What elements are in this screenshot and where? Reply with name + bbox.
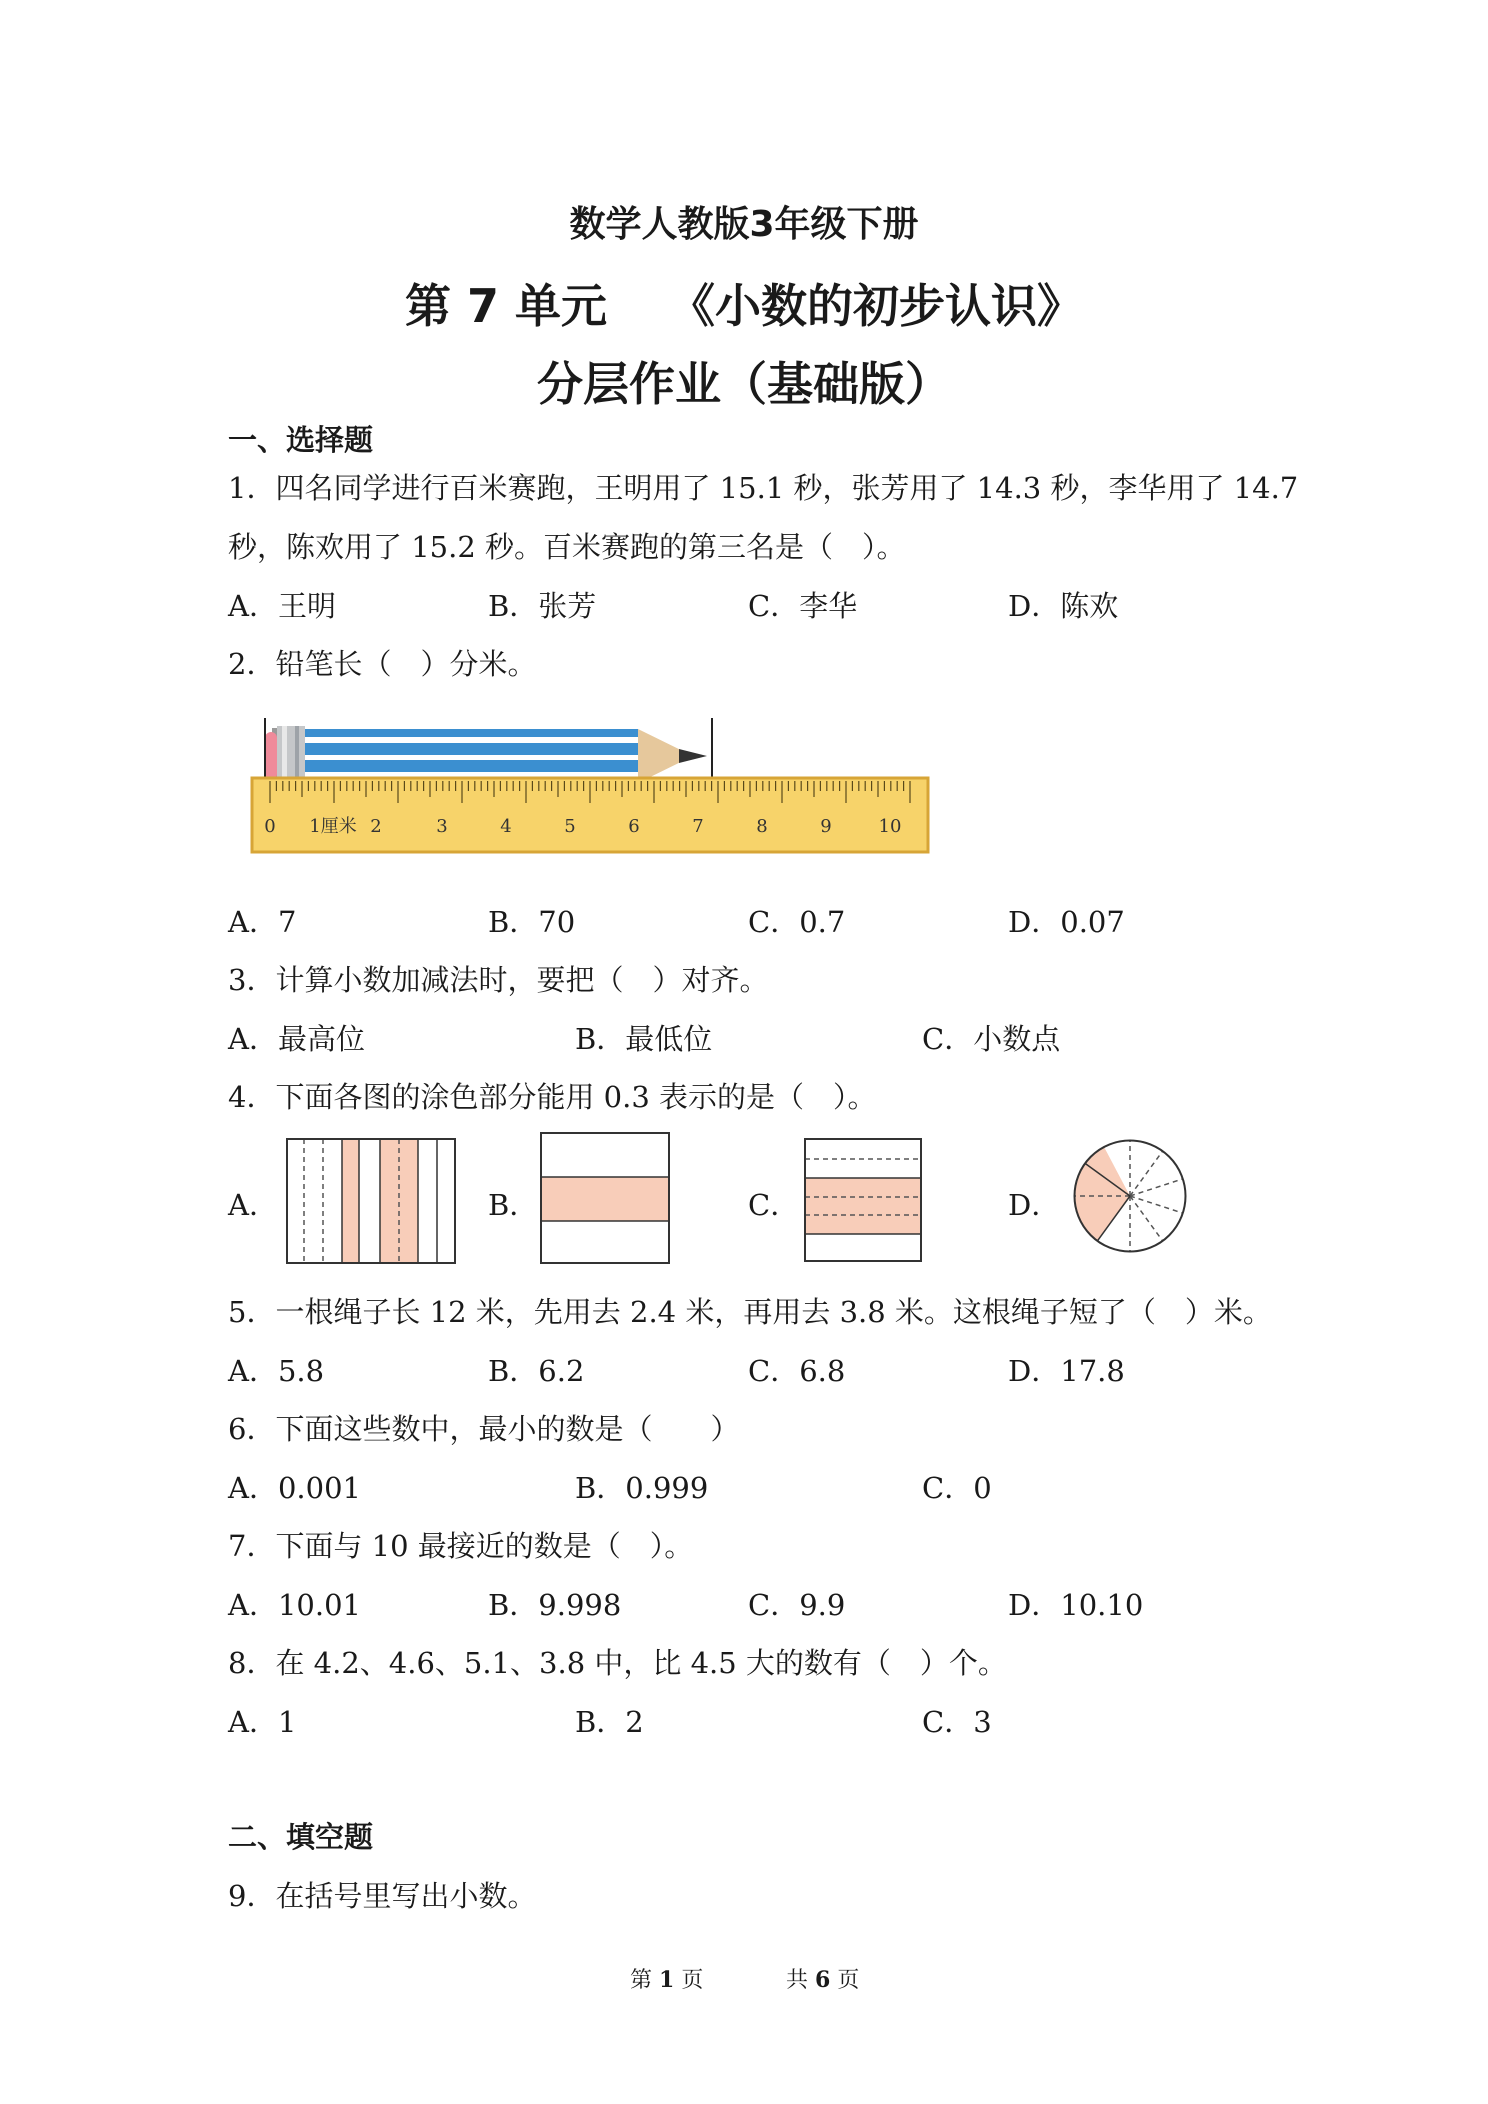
pencil-ruler-figure: [245, 715, 935, 855]
question-3: 3．计算小数加减法时，要把（ ）对齐。: [228, 963, 769, 997]
q8-option-c: C．3: [922, 1705, 992, 1739]
shape-c-shaded-rows: [805, 1178, 921, 1234]
question-4: 4．下面各图的涂色部分能用 0.3 表示的是（ ）。: [228, 1080, 877, 1114]
ruler-label-3: 3: [436, 816, 448, 837]
question-8: 8．在 4.2、4.6、5.1、3.8 中，比 4.5 大的数有（ ）个。: [228, 1646, 1007, 1680]
q2-option-c: C．0.7: [748, 905, 846, 939]
section-heading-fill: 二、填空题: [228, 1820, 374, 1854]
question-1-line1: 1．四名同学进行百米赛跑，王明用了 15.1 秒，张芳用了 14.3 秒，李华用了 14.7: [228, 471, 1299, 505]
ruler-label-4: 4: [500, 816, 512, 837]
footer-total-prefix: 共: [786, 1968, 809, 1993]
doc-title-line1: 数学人教版3年级下册: [569, 204, 919, 245]
q3-option-c: C．小数点: [922, 1022, 1061, 1056]
q5-option-a: A．5.8: [228, 1354, 325, 1388]
footer-page-num: 1: [659, 1967, 675, 1993]
shape-c-rows: [802, 1136, 924, 1264]
q1-option-b: B．张芳: [488, 589, 597, 623]
shape-a-strips: [284, 1136, 458, 1266]
q7-option-b: B．9.998: [488, 1588, 622, 1622]
footer-total-suffix: 页: [837, 1968, 860, 1993]
q6-option-a: A．0.001: [228, 1471, 361, 1505]
q3-option-b: B．最低位: [575, 1022, 713, 1056]
q7-option-a: A．10.01: [228, 1588, 361, 1622]
q5-option-b: B．6.2: [488, 1354, 585, 1388]
footer-page-suffix: 页: [681, 1968, 704, 1993]
q1-option-a: A．王明: [228, 589, 336, 623]
doc-title-line2: 第 7 单元 《小数的初步认识》: [404, 279, 1084, 333]
q6-option-b: B．0.999: [575, 1471, 709, 1505]
footer-total-num: 6: [815, 1967, 831, 1993]
q2-option-d: D．0.07: [1008, 905, 1125, 939]
shape-b-shaded-band: [541, 1177, 669, 1221]
ruler-label-8: 8: [756, 816, 768, 837]
q1-option-d: D．陈欢: [1008, 589, 1119, 623]
question-7: 7．下面与 10 最接近的数是（ ）。: [228, 1529, 694, 1563]
question-2: 2．铅笔长（ ）分米。: [228, 647, 537, 681]
q8-option-b: B．2: [575, 1705, 644, 1739]
ruler-label-0: 0: [264, 816, 276, 837]
ruler-label-7: 7: [692, 816, 704, 837]
q5-option-c: C．6.8: [748, 1354, 846, 1388]
ruler-label-10: 10: [878, 816, 902, 837]
q7-option-d: D．10.10: [1008, 1588, 1144, 1622]
ruler-label-1: 1厘米: [309, 816, 357, 837]
question-6: 6．下面这些数中，最小的数是（ ）: [228, 1412, 740, 1446]
question-1-line2: 秒，陈欢用了 15.2 秒。百米赛跑的第三名是（ ）。: [228, 530, 906, 564]
shape-a-shaded-strip-1: [342, 1139, 359, 1263]
shape-d-circle: [1062, 1128, 1198, 1264]
question-9: 9．在括号里写出小数。: [228, 1879, 537, 1913]
q2-option-b: B．70: [488, 905, 576, 939]
footer-page-prefix: 第: [630, 1968, 653, 1993]
ruler-label-2: 2: [370, 816, 382, 837]
shape-b-band: [538, 1130, 672, 1266]
q4-option-b: B．: [488, 1188, 539, 1222]
footer-page-number: [630, 1963, 703, 1994]
q2-option-a: A．7: [228, 905, 297, 939]
ruler-label-9: 9: [820, 816, 832, 837]
ruler-label-6: 6: [628, 816, 640, 837]
footer-total-pages: [786, 1963, 859, 1994]
doc-title-line3: 分层作业（基础版）: [537, 357, 951, 411]
q4-option-a: A．: [228, 1188, 278, 1222]
section-heading-choice: 一、选择题: [228, 423, 374, 457]
q1-option-c: C．李华: [748, 589, 858, 623]
q6-option-c: C．0: [922, 1471, 992, 1505]
q3-option-a: A．最高位: [228, 1022, 365, 1056]
q5-option-d: D．17.8: [1008, 1354, 1125, 1388]
q4-option-d: D．: [1008, 1188, 1061, 1222]
q7-option-c: C．9.9: [748, 1588, 846, 1622]
q4-option-c: C．: [748, 1188, 800, 1222]
ruler-label-5: 5: [564, 816, 576, 837]
q8-option-a: A．1: [228, 1705, 297, 1739]
question-5: 5．一根绳子长 12 米，先用去 2.4 米，再用去 3.8 米。这根绳子短了（ ）米。: [228, 1295, 1272, 1329]
